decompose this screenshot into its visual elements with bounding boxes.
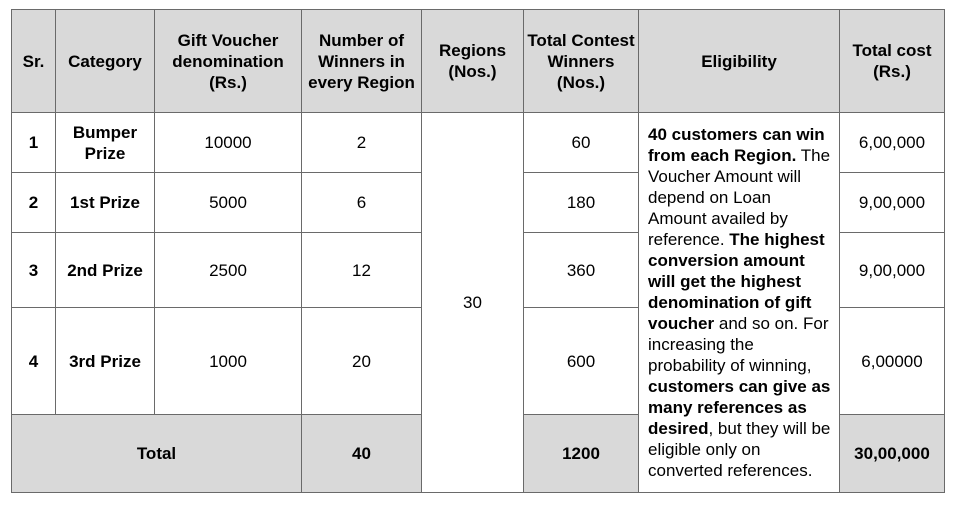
cell-cost: 6,00000	[840, 308, 945, 415]
cell-gift: 2500	[155, 233, 302, 308]
cell-cost: 9,00,000	[840, 233, 945, 308]
cell-gift: 1000	[155, 308, 302, 415]
header-winners-per-region: Number of Winners in every Region	[302, 10, 422, 113]
eligibility-text-1: 40 customers can win from each Region.	[648, 125, 825, 165]
cell-sr: 3	[12, 233, 56, 308]
header-total-winners: Total Contest Winners (Nos.)	[524, 10, 639, 113]
cell-sr: 1	[12, 113, 56, 173]
header-eligibility: Eligibility	[639, 10, 840, 113]
cell-sr: 2	[12, 173, 56, 233]
cell-cost: 9,00,000	[840, 173, 945, 233]
cell-winners: 6	[302, 173, 422, 233]
eligibility-text-4: and so on. For increasing the probability of winning,	[648, 314, 829, 375]
cell-gift: 10000	[155, 113, 302, 173]
cell-gift: 5000	[155, 173, 302, 233]
eligibility-text-3: The highest conversion amount will get the highest denomination of gift voucher	[648, 230, 825, 333]
header-sr: Sr.	[12, 10, 56, 113]
cell-total-winners: 360	[524, 233, 639, 308]
cell-category: Bumper Prize	[56, 113, 155, 173]
total-cost: 30,00,000	[840, 415, 945, 493]
cell-category: 1st Prize	[56, 173, 155, 233]
cell-total-winners: 180	[524, 173, 639, 233]
cell-category: 2nd Prize	[56, 233, 155, 308]
cell-cost: 6,00,000	[840, 113, 945, 173]
header-category: Category	[56, 10, 155, 113]
header-gift-voucher: Gift Voucher denomination (Rs.)	[155, 10, 302, 113]
prize-table	[11, 9, 945, 493]
total-label: Total	[12, 415, 302, 493]
table-row	[12, 113, 945, 173]
eligibility-text-2: The Voucher Amount will depend on Loan Amount availed by reference.	[648, 146, 831, 249]
cell-total-winners: 60	[524, 113, 639, 173]
total-winners-per-region: 40	[302, 415, 422, 493]
header-row	[12, 10, 945, 113]
cell-sr: 4	[12, 308, 56, 415]
header-regions: Regions (Nos.)	[422, 10, 524, 113]
cell-winners: 20	[302, 308, 422, 415]
cell-winners: 2	[302, 113, 422, 173]
eligibility-text-5: customers can give as many references as desired	[648, 377, 831, 438]
cell-total-winners: 600	[524, 308, 639, 415]
cell-winners: 12	[302, 233, 422, 308]
cell-regions: 30	[422, 113, 524, 493]
cell-category: 3rd Prize	[56, 308, 155, 415]
cell-eligibility	[639, 113, 840, 493]
total-contest-winners: 1200	[524, 415, 639, 493]
eligibility-text-6: , but they will be eligible only on converted references.	[648, 419, 831, 480]
header-total-cost: Total cost (Rs.)	[840, 10, 945, 113]
